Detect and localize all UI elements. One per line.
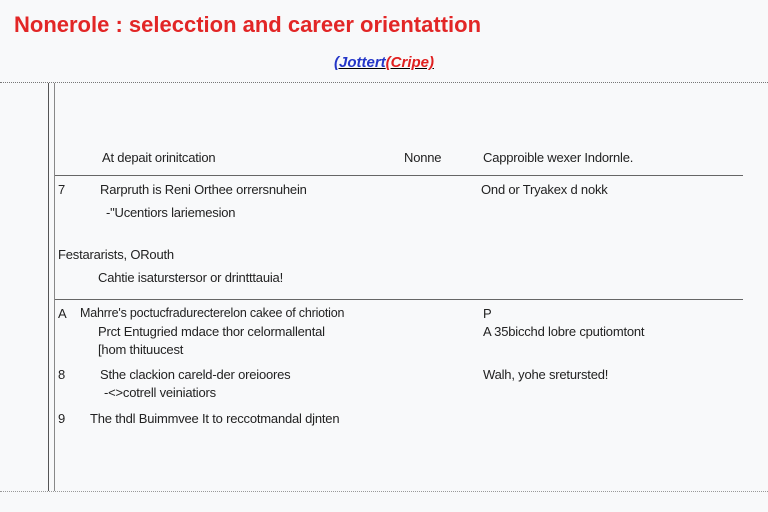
row-right-text: Ond or Tryakex d nokk [481,182,608,197]
row-number: 7 [58,182,66,197]
margin-line-inner [54,83,55,491]
column-header-capability: Capproible wexer Indornle. [483,150,634,165]
section-divider [55,299,743,300]
margin-line-outer [48,83,49,491]
row-number: 9 [58,411,66,426]
section-label: Festararists, ORouth [58,247,174,262]
frame-bottom-border [0,491,768,492]
row-subtext: -"Ucentiors lariemesion [106,205,236,220]
subtitle-part-2: (Cripe) [385,54,434,71]
row-text: Mahrre's poctucfradurecterelon cakee of chriotion [80,306,345,320]
row-subtext: [hom thituucest [98,342,184,357]
row-number: 8 [58,367,66,382]
row-text: Cahtie isaturstersor or drintttauia! [98,270,283,285]
row-text: The thdl Buimmvee It to reccotmandal djnten [90,411,340,426]
frame-top-border [0,82,768,83]
header-divider [55,175,743,176]
subtitle-part-1: (Jottert [333,54,386,71]
row-text: Sthe clackion careld-der oreioores [100,367,291,382]
column-header-orientation: At depait orinitcation [102,150,216,165]
row-right-text: A 35bicchd lobre cputiomtont [483,324,645,339]
row-text: Rarpruth is Reni Orthee orrersnuhein [100,182,307,197]
row-subtext: -<>cotrell veiniatiors [104,385,216,400]
column-header-none: Nonne [404,150,442,165]
row-right-text: Walh, yohe sretursted! [483,367,609,382]
page-title: Nonerole : selecction and career orientattion [14,12,482,37]
row-number: A [58,306,67,321]
row-right-label: P [483,306,492,321]
row-subtext: Prct Entugried mdace thor celormallental [98,324,325,339]
page-subtitle [0,54,768,71]
